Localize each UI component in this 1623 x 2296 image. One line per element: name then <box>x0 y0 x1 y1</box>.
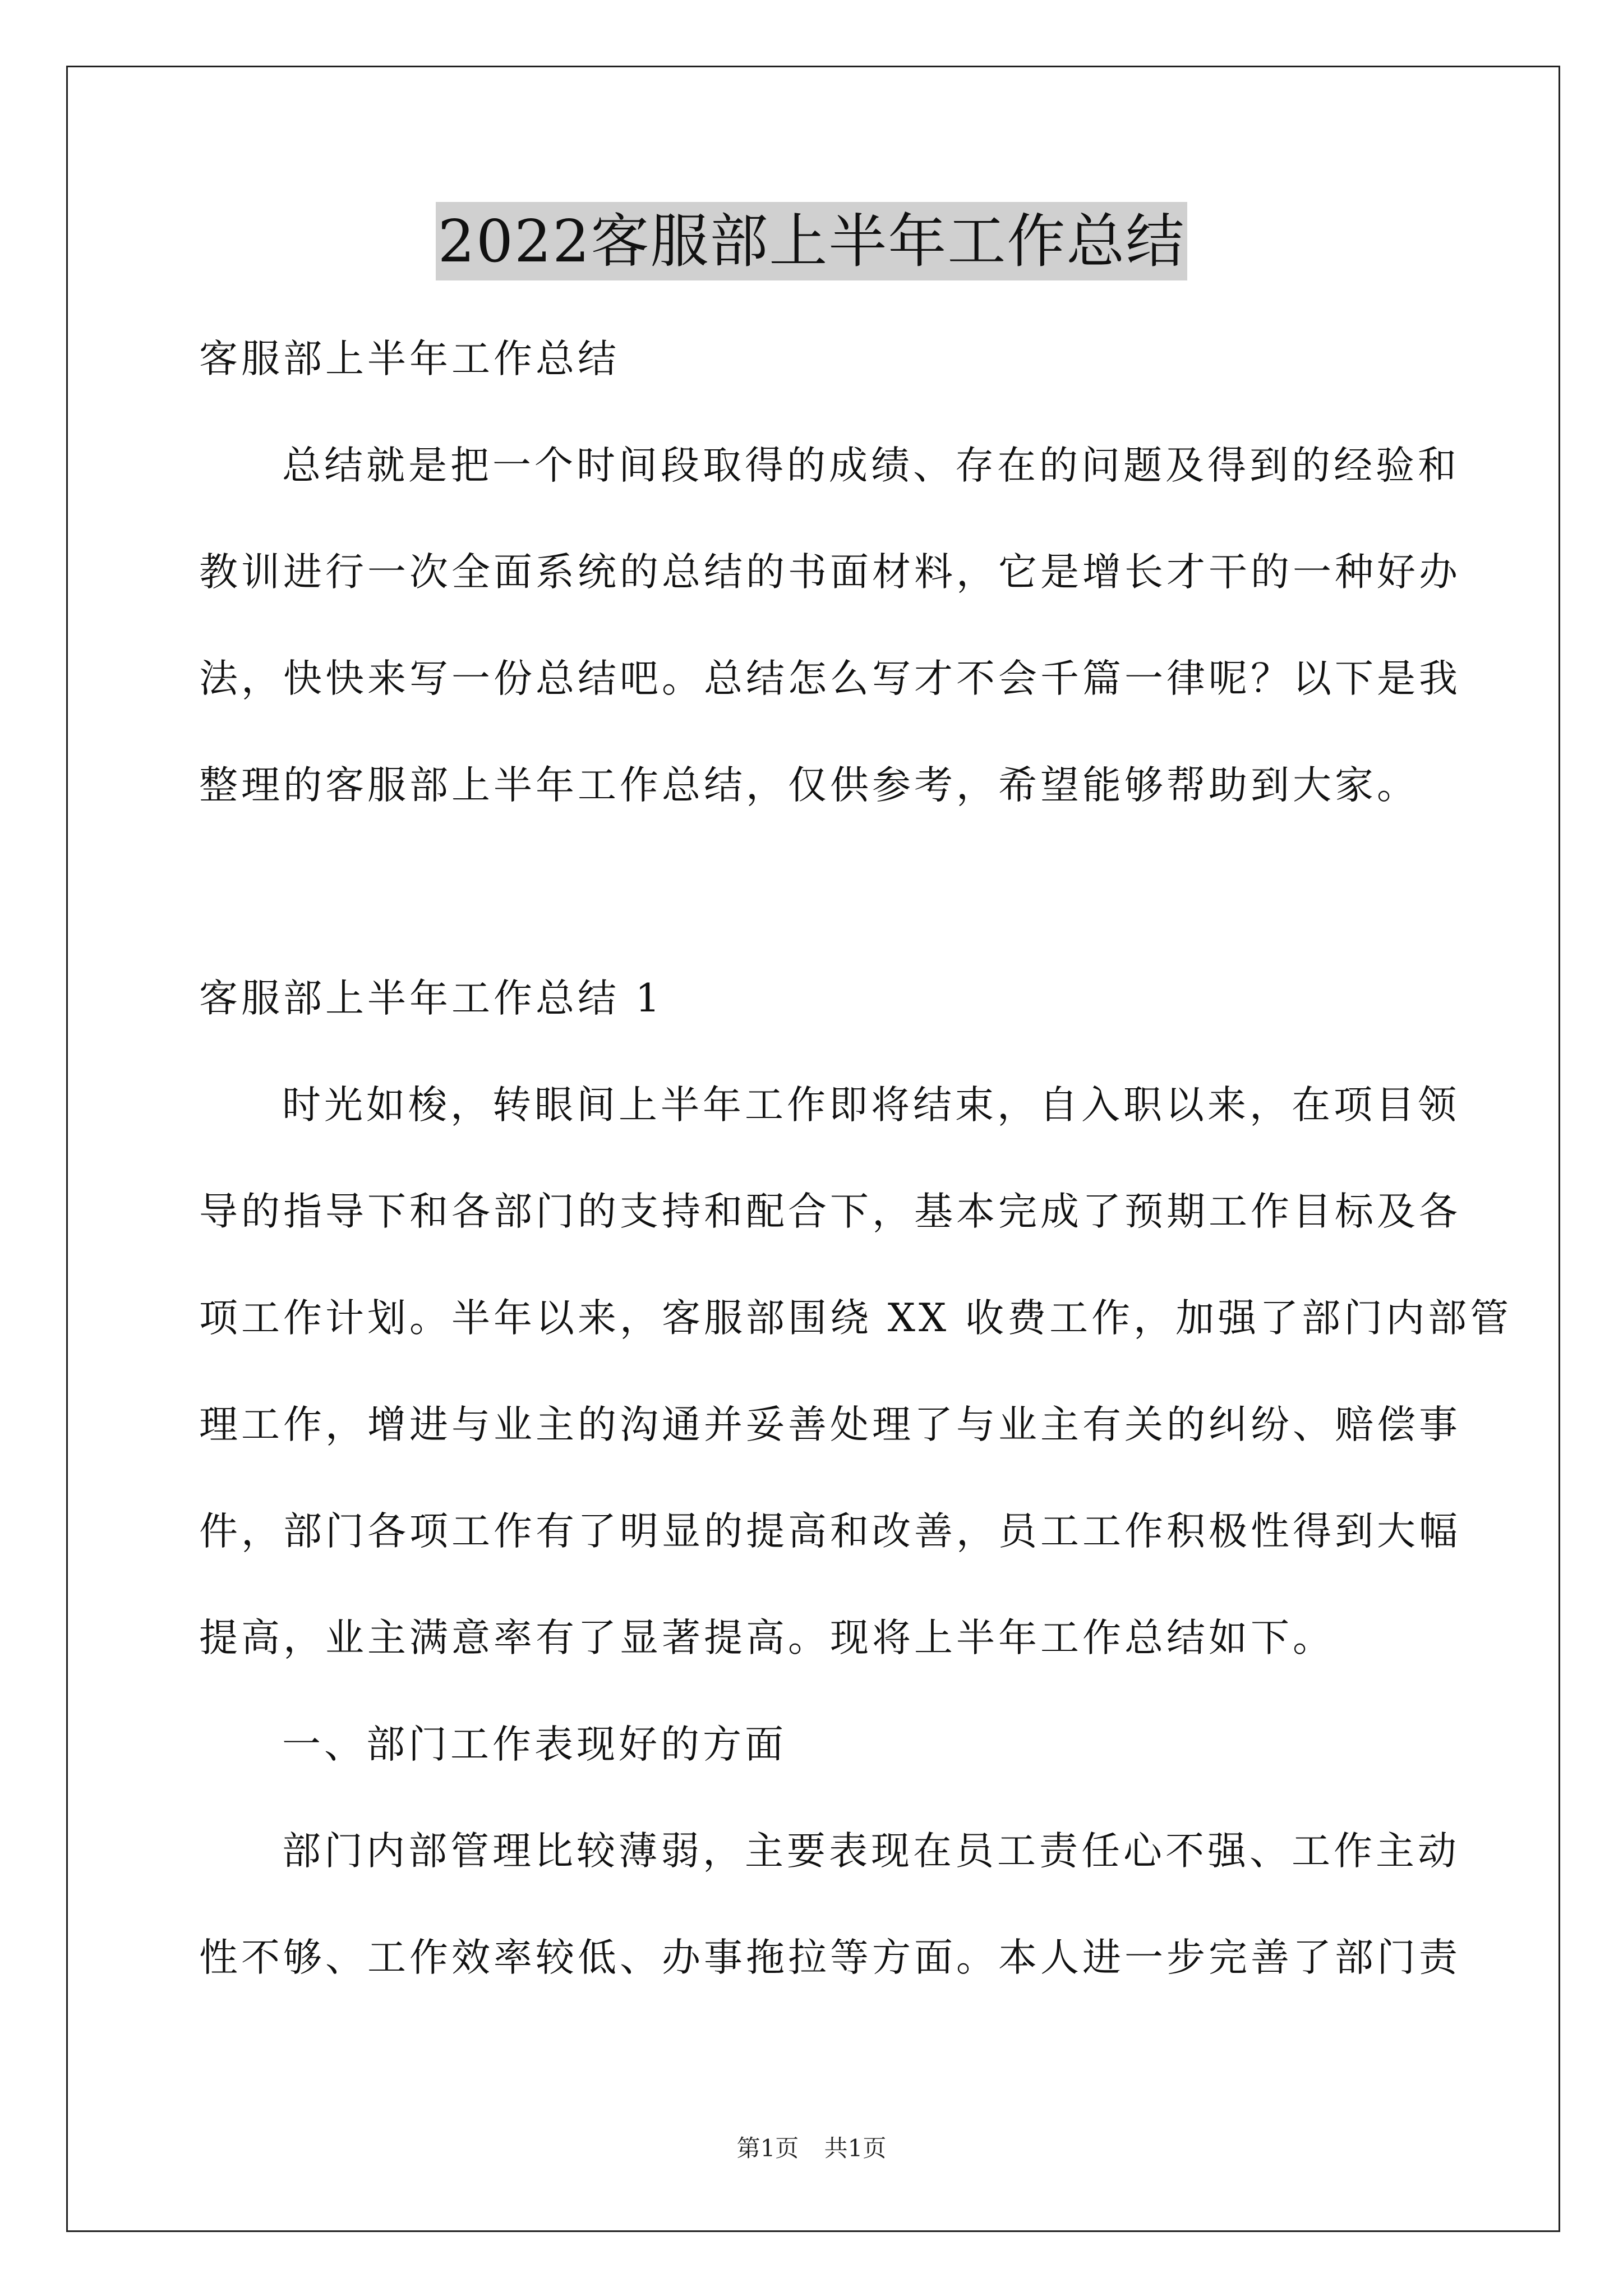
section-line: 理工作，增进与业主的沟通并妥善处理了与业主有关的纠纷、赔偿事 <box>199 1402 1461 1447</box>
page-total: 共1页 <box>824 2134 887 2162</box>
section-heading: 客服部上半年工作总结 1 <box>199 976 663 1021</box>
document-body <box>199 314 1513 2019</box>
intro-line: 教训进行一次全面系统的总结的书面材料，它是增长才干的一种好办 <box>199 550 1461 595</box>
section-line: 提高，业主满意率有了显著提高。现将上半年工作总结如下。 <box>199 1616 1335 1660</box>
section-line: 时光如梭，转眼间上半年工作即将结束，自入职以来，在项目领 <box>282 1083 1460 1128</box>
document-title: 2022客服部上半年工作总结 <box>436 202 1188 280</box>
section-line: 项工作计划。半年以来，客服部围绕 XX 收费工作，加强了部门内部管 <box>199 1296 1513 1341</box>
page-number: 第1页 <box>736 2134 799 2162</box>
section-line: 部门内部管理比较薄弱，主要表现在员工责任心不强、工作主动 <box>282 1829 1460 1874</box>
title-container <box>0 202 1623 280</box>
paragraph-gap <box>199 847 1433 954</box>
intro-line: 法，快快来写一份总结吧。总结怎么写才不会千篇一律呢？以下是我 <box>199 656 1461 701</box>
subheading: 一、部门工作表现好的方面 <box>282 1722 787 1767</box>
section-line: 导的指导下和各部门的支持和配合下，基本完成了预期工作目标及各 <box>199 1189 1461 1234</box>
section-line: 件，部门各项工作有了明显的提高和改善，员工工作积极性得到大幅 <box>199 1509 1461 1554</box>
subtitle: 客服部上半年工作总结 <box>199 337 620 381</box>
section-line: 性不够、工作效率较低、办事拖拉等方面。本人进一步完善了部门责 <box>199 1935 1461 1980</box>
intro-line: 总结就是把一个时间段取得的成绩、存在的问题及得到的经验和 <box>282 443 1460 488</box>
page-footer <box>0 2132 1623 2165</box>
intro-line: 整理的客服部上半年工作总结，仅供参考，希望能够帮助到大家。 <box>199 763 1419 808</box>
